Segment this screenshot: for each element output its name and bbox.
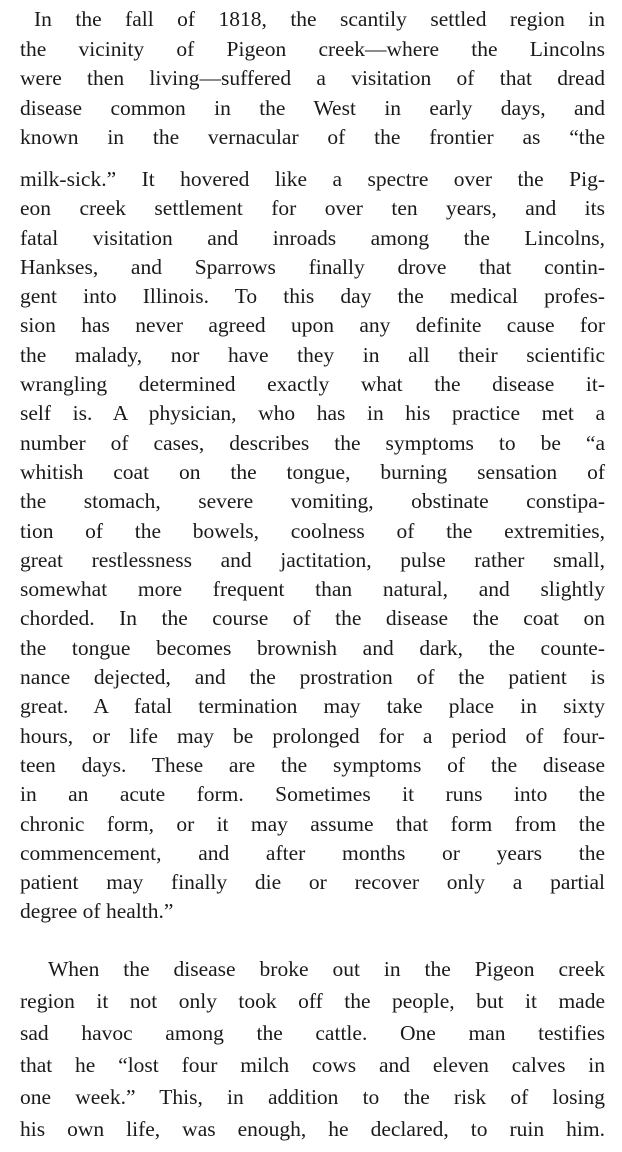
text-line: When the disease broke out in the Pigeon creek <box>48 957 605 981</box>
text-line: whitish coat on the tongue, burning sensation of <box>20 459 605 484</box>
text-line: gent into Illinois. To this day the medical profes- <box>20 284 605 309</box>
text-line: commencement, and after months or years the <box>20 840 605 865</box>
text-line: were then living—suffered a visitation of that dread <box>20 66 605 90</box>
paragraph-1-top <box>20 5 605 153</box>
text-line: wrangling determined exactly what the disease it- <box>20 372 605 397</box>
text-line: degree of health.” <box>20 899 174 924</box>
text-line: sion has never agreed upon any definite cause for <box>20 313 605 338</box>
text-line: the stomach, severe vomiting, obstinate constipa- <box>20 489 605 514</box>
text-line: in an acute form. Sometimes it runs into the <box>20 782 605 807</box>
text-line: self is. A physician, who has in his practice met a <box>20 401 605 426</box>
text-line: the tongue becomes brownish and dark, the counte- <box>20 635 605 660</box>
text-line: Hankses, and Sparrows finally drove that contin- <box>20 254 605 279</box>
text-line: region it not only took off the people, but it made <box>20 989 605 1013</box>
text-line: In the fall of 1818, the scantily settled region in <box>34 7 605 31</box>
text-line: patient may finally die or recover only a partial <box>20 870 605 895</box>
text-line: teen days. These are the symptoms of the disease <box>20 752 605 777</box>
text-line: nance dejected, and the prostration of the patient is <box>20 665 605 690</box>
text-line: sad havoc among the cattle. One man testifies <box>20 1021 605 1045</box>
text-line: hours, or life may be prolonged for a period of four- <box>20 723 605 748</box>
text-line: tion of the bowels, coolness of the extremities, <box>20 518 605 543</box>
paragraph-2 <box>20 953 605 1145</box>
text-line: chronic form, or it may assume that form from the <box>20 811 605 836</box>
text-line: his own life, was enough, he declared, to ruin him. <box>20 1117 605 1141</box>
text-line: number of cases, describes the symptoms to be “a <box>20 430 605 455</box>
text-line: one week.” This, in addition to the risk of losing <box>20 1085 605 1109</box>
text-line: the vicinity of Pigeon creek—where the Lincolns <box>20 36 605 61</box>
text-line: milk-sick.” It hovered like a spectre over the Pig- <box>20 167 605 191</box>
text-line: fatal visitation and inroads among the Lincolns, <box>20 225 605 250</box>
text-line: the malady, nor have they in all their scientific <box>20 342 605 367</box>
text-line: disease common in the West in early days, and <box>20 95 605 120</box>
text-line: eon creek settlement for over ten years, and its <box>20 196 605 221</box>
paragraph-1-continued <box>20 165 605 927</box>
text-line: somewhat more frequent than natural, and slightly <box>20 577 605 602</box>
text-line: chorded. In the course of the disease the coat on <box>20 606 605 631</box>
text-line: known in the vernacular of the frontier as “the <box>20 125 605 149</box>
text-line: great restlessness and jactitation, pulse rather small, <box>20 547 605 572</box>
text-line: great. A fatal termination may take place in sixty <box>20 694 605 719</box>
text-line: that he “lost four milch cows and eleven calves in <box>20 1053 605 1077</box>
